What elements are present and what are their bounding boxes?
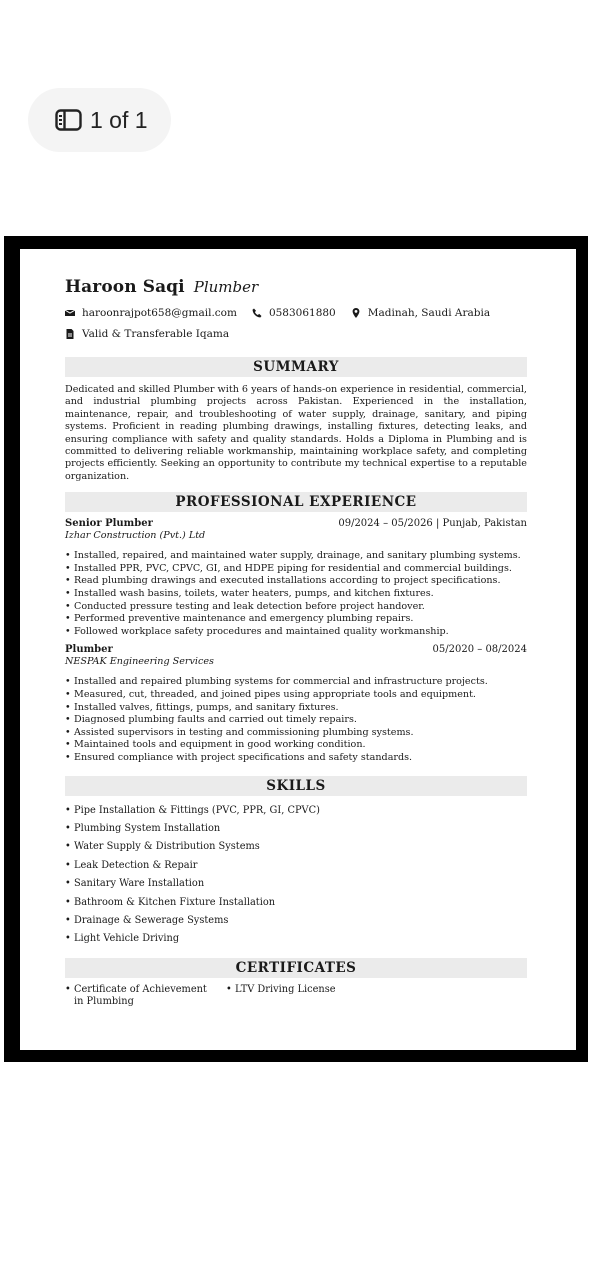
candidate-role: Plumber — [193, 278, 259, 296]
certificate-item: • LTV Driving License — [226, 984, 336, 1009]
skill-item: • Water Supply & Distribution Systems — [65, 838, 527, 856]
contact-row — [65, 307, 527, 319]
job-bullet: • Assisted supervisors in testing and commissioning plumbing systems. — [65, 727, 527, 740]
contact-iqama — [65, 328, 229, 340]
resume-content — [65, 263, 527, 1009]
resume-page — [20, 249, 576, 1050]
page-indicator-label: 1 of 1 — [90, 106, 148, 133]
phone-icon — [252, 308, 262, 318]
job-bullet: • Installed valves, fittings, pumps, and sanitary fixtures. — [65, 702, 527, 715]
candidate-name: Haroon Saqi — [65, 277, 185, 297]
job-bullet: • Installed wash basins, toilets, water heaters, pumps, and kitchen fixtures. — [65, 588, 527, 601]
contact-email — [65, 307, 237, 319]
summary-heading: SUMMARY — [65, 357, 527, 377]
job-title-row — [65, 518, 527, 529]
skills-heading: SKILLS — [65, 776, 527, 796]
skills-list — [65, 802, 527, 949]
skill-item: • Sanitary Ware Installation — [65, 875, 527, 893]
page-list-icon — [55, 109, 82, 131]
location-pin-icon — [351, 308, 361, 318]
job-bullet: • Installed and repaired plumbing systems for commercial and infrastructure projects. — [65, 676, 527, 689]
skill-item: • Pipe Installation & Fittings (PVC, PPR, GI, CPVC) — [65, 802, 527, 820]
certificate-line: • Certificate of Achievement — [74, 983, 207, 995]
job-bullet: • Followed workplace safety procedures and maintained quality workmanship. — [65, 626, 527, 639]
job-bullet: • Read plumbing drawings and executed installations according to project specifications. — [65, 575, 527, 588]
contact-location — [351, 307, 490, 319]
job-entry — [65, 644, 527, 764]
job-bullet: • Performed preventive maintenance and emergency plumbing repairs. — [65, 613, 527, 626]
job-bullet: • Diagnosed plumbing faults and carried out timely repairs. — [65, 714, 527, 727]
skill-item: • Leak Detection & Repair — [65, 857, 527, 875]
skill-item: • Bathroom & Kitchen Fixture Installation — [65, 894, 527, 912]
job-bullet: • Measured, cut, threaded, and joined pipes using appropriate tools and equipment. — [65, 689, 527, 702]
job-title: Senior Plumber — [65, 518, 153, 530]
phone-text: 0583061880 — [268, 307, 336, 319]
job-dates: 05/2020 – 08/2024 — [432, 644, 527, 656]
resume-header — [65, 277, 527, 297]
job-company: NESPAK Engineering Services — [65, 656, 214, 668]
job-bullets — [65, 676, 527, 764]
certificate-item — [65, 984, 210, 1009]
summary-text: Dedicated and skilled Plumber with 6 years of hands-on experience in residential, commercial, and industrial plumbing projects across Pakistan. Experienced in the installation, maintenance, repair, and troubleshooting of water supply, drainage, sanitary, and piping systems. Proficient in reading plumbing drawings, installing fixtures, detecting leaks, and ensuring compliance with safety and quality standards. Holds a Diploma in Plumbing and is committed to delivering reliable workmanship, maintaining workplace safety, and completing projects efficiently. Seeking an opportunity to contribute my technical expertise to a reputable organization. — [65, 384, 527, 482]
job-entry — [65, 518, 527, 638]
job-dates: 09/2024 – 05/2026 | Punjab, Pakistan — [338, 518, 527, 530]
job-title-row — [65, 644, 527, 655]
certificate-line: in Plumbing — [74, 996, 134, 1008]
document-frame — [4, 236, 588, 1062]
job-title: Plumber — [65, 644, 113, 656]
job-bullet: • Conducted pressure testing and leak detection before project handover. — [65, 601, 527, 614]
email-text: haroonrajpot658@gmail.com — [82, 307, 237, 319]
skill-item: • Plumbing System Installation — [65, 820, 527, 838]
document-icon — [65, 329, 75, 339]
skill-item: • Light Vehicle Driving — [65, 930, 527, 948]
certificates-heading: CERTIFICATES — [65, 958, 527, 978]
page-indicator[interactable] — [28, 88, 171, 152]
location-text: Madinah, Saudi Arabia — [367, 307, 491, 319]
contact-row-2 — [65, 328, 527, 340]
job-bullet: • Installed PPR, PVC, CPVC, GI, and HDPE piping for residential and commercial buildings. — [65, 563, 527, 576]
job-bullet: • Maintained tools and equipment in good working condition. — [65, 739, 527, 752]
certificates-list — [65, 984, 527, 1009]
experience-heading: PROFESSIONAL EXPERIENCE — [65, 492, 527, 512]
contact-phone — [252, 307, 336, 319]
job-bullet: • Installed, repaired, and maintained water supply, drainage, and sanitary plumbing systems. — [65, 550, 527, 563]
job-bullet: • Ensured compliance with project specifications and safety standards. — [65, 752, 527, 765]
email-icon — [65, 308, 75, 318]
job-company: Izhar Construction (Pvt.) Ltd — [65, 530, 206, 542]
skill-item: • Drainage & Sewerage Systems — [65, 912, 527, 930]
job-bullets — [65, 550, 527, 638]
iqama-text: Valid & Transferable Iqama — [82, 328, 230, 340]
